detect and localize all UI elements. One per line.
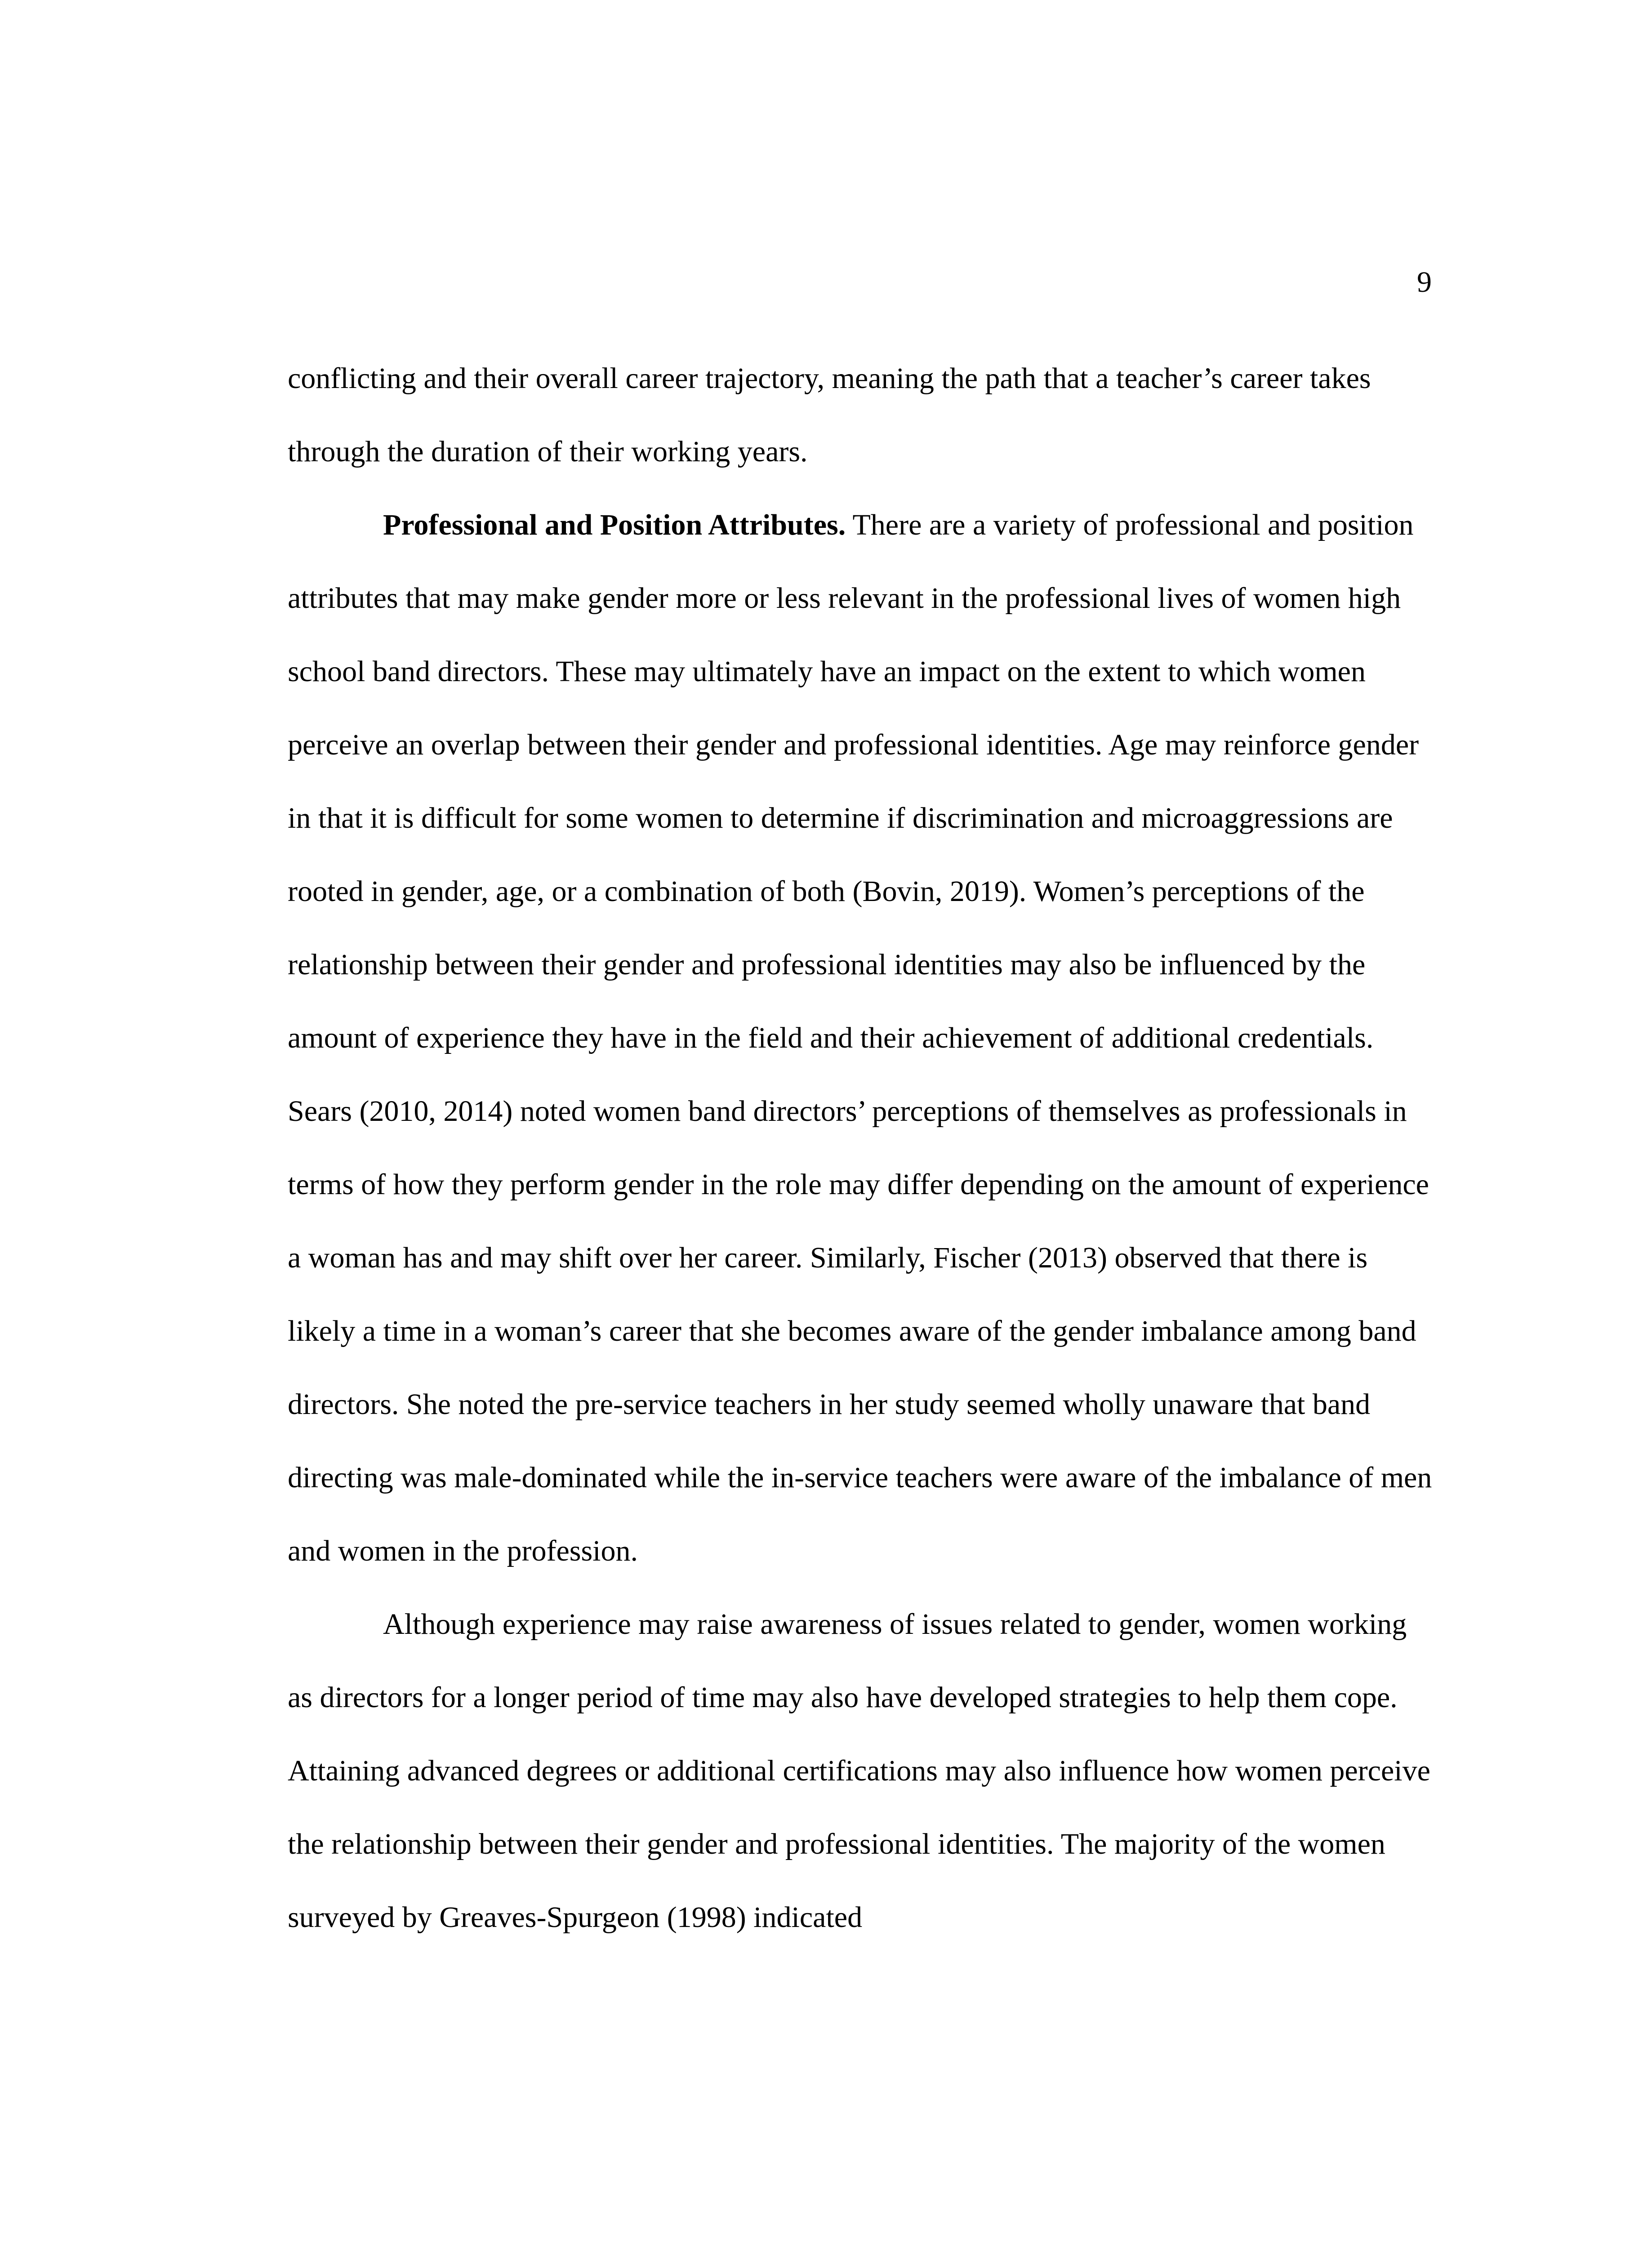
page-number: 9 <box>1417 266 1432 299</box>
run-in-heading: Professional and Position Attributes. <box>383 508 846 541</box>
paragraph-text: There are a variety of professional and position attributes that may make gender more or less relevant in the professional lives of women high school band directors. These may ultimately have an impact on the extent to which women perceive an overlap between their gender and professional identities. Age may reinforce gender in that it is difficult for some women to determine if discrimination and microaggressions are rooted in gender, age, or a combination of both (Bovin, 2019). Women’s perceptions of the relationship between their gender and professional identities may also be influenced by the amount of experience they have in the field and their achievement of additional credentials. Sears (2010, 2014) noted women band directors’ perceptions of themselves as professionals in terms of how they perform gender in the role may differ depending on the amount of experience a woman has and may shift over her career. Similarly, Fischer (2013) observed that there is likely a time in a woman’s career that she becomes aware of the gender imbalance among band directors. She noted the pre-service teachers in her study seemed wholly unaware that band directing was male-dominated while the in-service teachers were aware of the imbalance of men and women in the profession. <box>288 508 1432 1567</box>
body-text <box>288 342 1438 1954</box>
paragraph-experience: Although experience may raise awareness of issues related to gender, women working as directors for a longer period of time may also have developed strategies to help them cope. Attaining advanced degrees or additional certifications may also influence how women perceive the relationship between their gender and professional identities. The majority of the women surveyed by Greaves-Spurgeon (1998) indicated <box>288 1608 1430 1934</box>
paragraph-continuation: conflicting and their overall career trajectory, meaning the path that a teacher’s career takes through the duration of their working years. <box>288 362 1371 468</box>
paragraph-professional-attributes <box>288 488 1438 1588</box>
